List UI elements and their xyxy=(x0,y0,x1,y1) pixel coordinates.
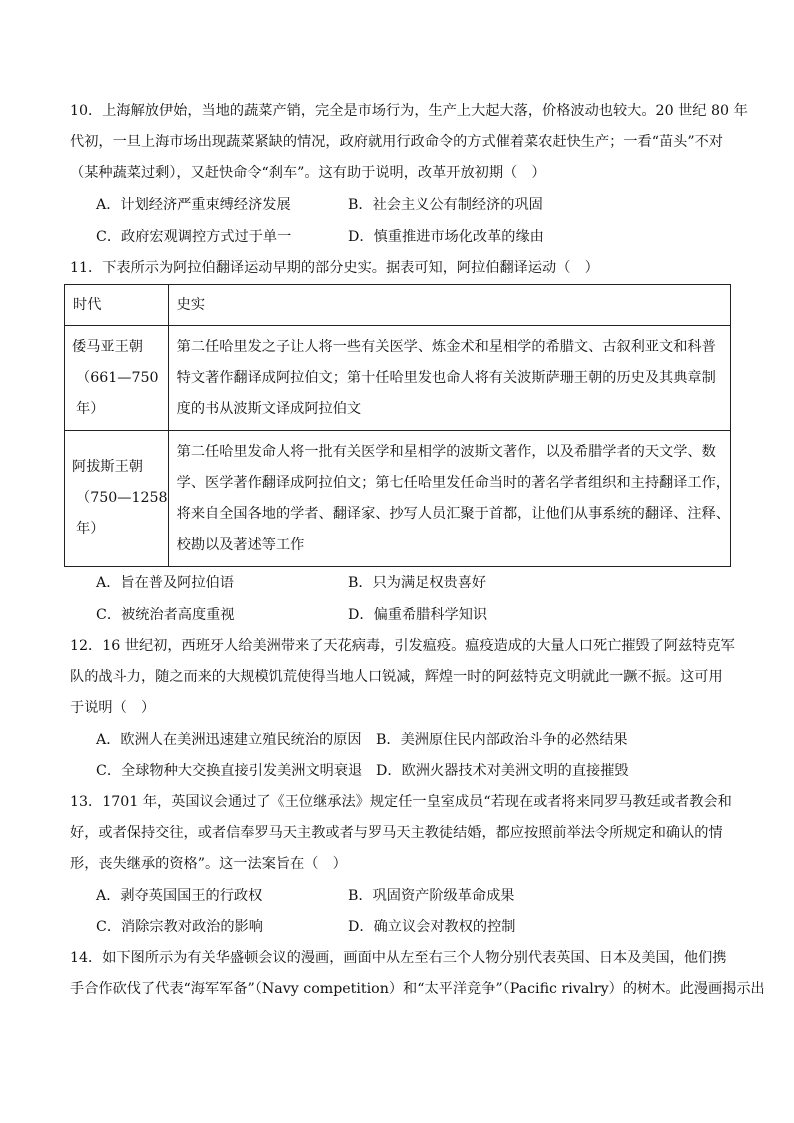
q11-option-c: C．被统治者高度重视 xyxy=(96,607,235,623)
header-facts: 史实 xyxy=(168,285,730,326)
dynasty-name: 阿拔斯王朝 xyxy=(72,459,143,475)
q14-line-1: 14．如下图所示为有关华盛顿会议的漫画，画面中从左至右三个人物分别代表英国、日本及美国，他们携 xyxy=(70,950,727,966)
q11-stem: 11．下表所示为阿拉伯翻译运动早期的部分史实。据表可知，阿拉伯翻译运动（ ） xyxy=(70,260,599,276)
q13-option-d: D．确立议会对教权的控制 xyxy=(348,919,516,935)
table-row xyxy=(65,431,731,567)
q13-option-b: B．巩固资产阶级革命成果 xyxy=(348,888,515,904)
dynasty-cell xyxy=(65,326,169,431)
q13-option-c: C．消除宗教对政治的影响 xyxy=(96,919,263,935)
header-era: 时代 xyxy=(65,285,169,326)
q10-option-d: D．慎重推进市场化改革的缘由 xyxy=(348,229,544,245)
table-row xyxy=(65,326,731,431)
history-table xyxy=(64,284,731,567)
q12-line-2: 队的战斗力，随之而来的大规模饥荒使得当地人口锐减，辉煌一时的阿兹特克文明就此一蹶不振。这可用 xyxy=(70,669,723,685)
q11-option-d: D．偏重希腊科学知识 xyxy=(348,607,488,623)
fact-line: 第二任哈里发命人将一批有关医学和星相学的波斯文著作，以及希腊学者的天文学、数 xyxy=(176,443,716,460)
q12-line-3: 于说明（ ） xyxy=(70,700,156,716)
q14-line-2: 手合作砍伐了代表“海军军备”（Navy competition）和“太平洋竞争”（Pacific rivalry）的树木。此漫画揭示出 xyxy=(70,981,765,997)
q10-option-c: C．政府宏观调控方式过于单一 xyxy=(96,229,292,245)
fact-line: 学、医学著作翻译成阿拉伯文；第七任哈里发任命当时的著名学者组织和主持翻译工作， xyxy=(176,474,730,491)
q13-option-a: A．剥夺英国国王的行政权 xyxy=(96,888,263,904)
dynasty-cell xyxy=(65,431,169,567)
q13-line-1: 13．1701 年，英国议会通过了《王位继承法》规定任一皇室成员“若现在或者将来同罗马教廷或者教会和 xyxy=(70,794,732,810)
q13-line-2: 好，或者保持交往，或者信奉罗马天主教或者与罗马天主教徒结婚，都应按照前举法令所规定和确认的情 xyxy=(70,825,723,841)
fact-line: 度的书从波斯文译成阿拉伯文 xyxy=(176,400,362,417)
q12-option-a: A．欧洲人在美洲迅速建立殖民统治的原因 xyxy=(96,732,362,748)
q12-option-d: D．欧洲火器技术对美洲文明的直接摧毁 xyxy=(376,763,629,779)
q10-option-b: B．社会主义公有制经济的巩固 xyxy=(348,197,543,213)
fact-line: 第二任哈里发之子让人将一些有关医学、炼金术和星相学的希腊文、古叙利亚文和科普 xyxy=(176,338,716,355)
dynasty-name: 倭马亚王朝 xyxy=(72,338,143,355)
q11-option-b: B．只为满足权贵喜好 xyxy=(348,575,487,591)
dynasty-years: （661—750 年） xyxy=(76,369,159,417)
dynasty-years: （750—1258 年） xyxy=(76,490,168,537)
q10-line-1: 10．上海解放伊始，当地的蔬菜产销，完全是市场行为，生产上大起大落，价格波动也较大。20 世纪 80 年 xyxy=(70,103,748,119)
q12-option-c: C．全球物种大交换直接引发美洲文明衰退 xyxy=(96,763,363,779)
table-header-row xyxy=(65,285,731,326)
fact-line: 将来自全国各地的学者、翻译家、抄写人员汇聚于首都，让他们从事系统的翻译、注释、 xyxy=(176,505,730,522)
q13-line-3: 形，丧失继承的资格”。这一法案旨在（ ） xyxy=(70,856,347,872)
facts-cell xyxy=(168,326,730,431)
q12-option-b: B．美洲原住民内部政治斗争的必然结果 xyxy=(376,732,628,748)
q12-line-1: 12．16 世纪初，西班牙人给美洲带来了天花病毒，引发瘟疫。瘟疫造成的大量人口死亡摧毁了阿兹特克军 xyxy=(70,638,735,654)
facts-cell xyxy=(168,431,730,567)
fact-line: 特文著作翻译成阿拉伯文；第十任哈里发也命人将有关波斯萨珊王朝的历史及其典章制 xyxy=(176,369,716,386)
q11-option-a: A．旨在普及阿拉伯语 xyxy=(96,575,234,591)
q10-option-a: A．计划经济严重束缚经济发展 xyxy=(96,197,291,213)
fact-line: 校勘以及著述等工作 xyxy=(176,536,305,553)
q10-line-2: 代初，一旦上海市场出现蔬菜紧缺的情况，政府就用行政命令的方式催着菜农赶快生产；一看“苗头”不对 xyxy=(70,134,723,150)
q10-line-3: （某种蔬菜过剩），又赶快命令“刹车”。这有助于说明，改革开放初期（ ） xyxy=(70,165,546,181)
